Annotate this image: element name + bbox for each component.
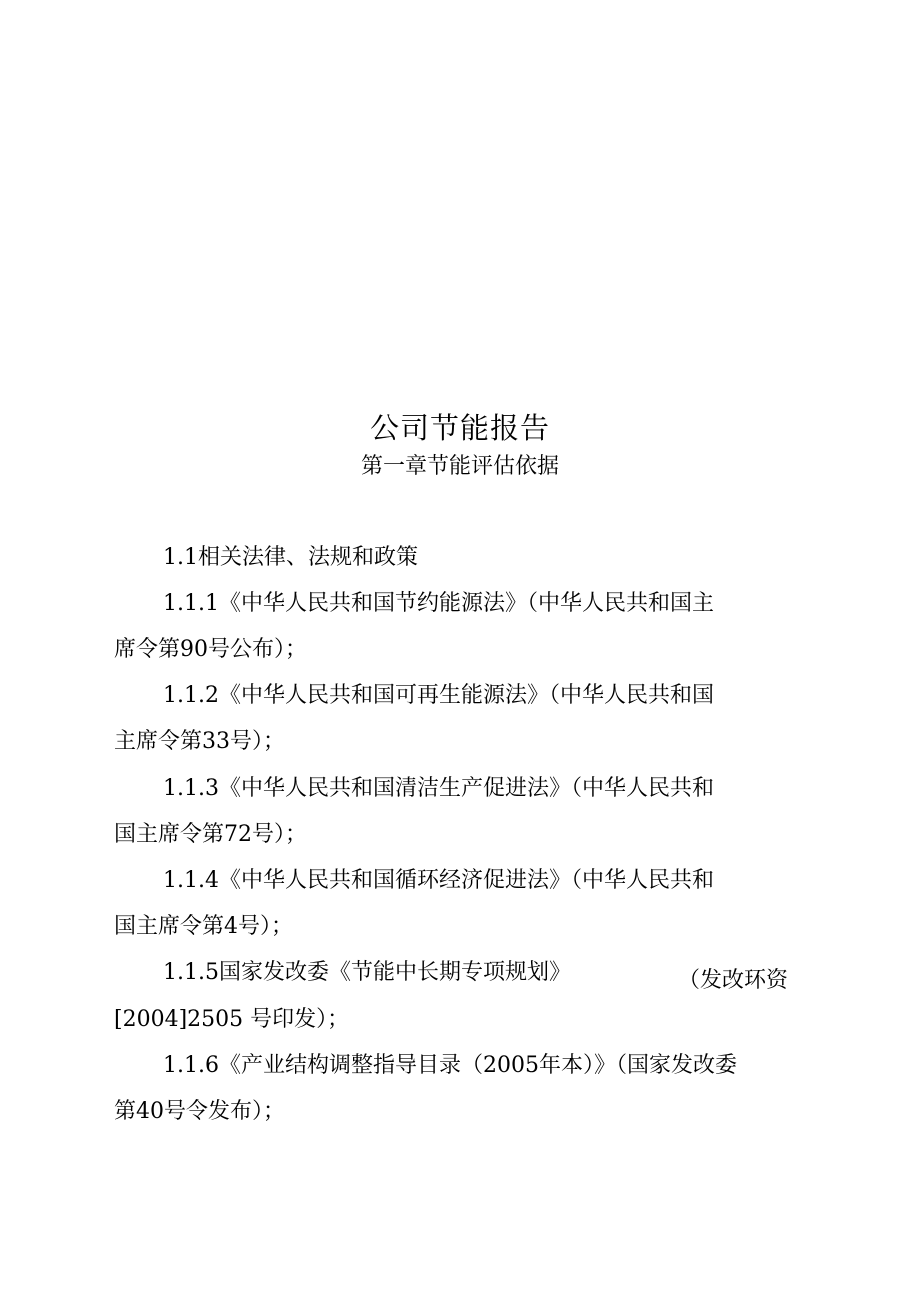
list-item-4-line-2: 国主席令第4号）； <box>114 914 293 939</box>
list-item-4-line-1: 1.1.4《中华人民共和国循环经济促进法》（中华人民共和 <box>163 868 714 893</box>
document-title: 公司节能报告 <box>369 411 550 445</box>
chapter-heading: 第一章节能评估依据 <box>360 454 559 479</box>
list-item-2-line-2: 主席令第33号）； <box>114 729 285 754</box>
list-item-5-line-2: [2004]2505 号印发）； <box>114 1007 350 1032</box>
list-item-2-line-1: 1.1.2《中华人民共和国可再生能源法》（中华人民共和国 <box>163 683 714 708</box>
list-item-3-line-1: 1.1.3《中华人民共和国清洁生产促进法》（中华人民共和 <box>163 776 714 801</box>
list-item-6-line-2: 第40号令发布）； <box>114 1099 285 1124</box>
list-item-3-line-2: 国主席令第72号）； <box>114 822 307 847</box>
list-item-1-line-2: 席令第90号公布）； <box>114 637 307 662</box>
list-item-5-line-1: 1.1.5国家发改委《节能中长期专项规划》 <box>163 960 571 985</box>
list-item-6-line-1: 1.1.6《产业结构调整指导目录（2005年本）》（国家发改委 <box>163 1053 737 1078</box>
section-heading: 1.1相关法律、法规和政策 <box>163 545 418 570</box>
list-item-1-line-1: 1.1.1《中华人民共和国节约能源法》（中华人民共和国主 <box>163 591 714 616</box>
list-item-5-note: （发改环资 <box>678 968 789 993</box>
